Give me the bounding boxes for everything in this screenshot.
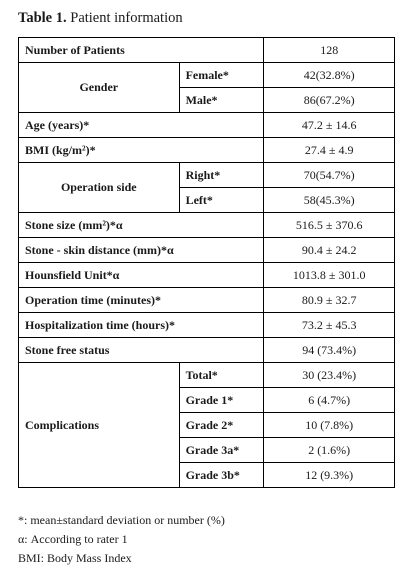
footnotes [18, 511, 225, 568]
row-value: 2 (1.6%) [264, 438, 395, 463]
row-value: 80.9 ± 32.7 [264, 288, 395, 313]
group-label: Gender [19, 63, 180, 113]
row-label: BMI (kg/m²)* [19, 138, 264, 163]
sub-label: Total* [179, 363, 264, 388]
row-value: 90.4 ± 24.2 [264, 238, 395, 263]
sub-label: Left* [179, 188, 264, 213]
sub-label: Male* [179, 88, 264, 113]
group-label: Complications [19, 363, 180, 488]
row-value: 70(54.7%) [264, 163, 395, 188]
table-caption [18, 10, 183, 27]
row-value: 12 (9.3%) [264, 463, 395, 488]
group-label: Operation side [19, 163, 180, 213]
sub-label: Grade 3b* [179, 463, 264, 488]
sub-label: Female* [179, 63, 264, 88]
row-value: 1013.8 ± 301.0 [264, 263, 395, 288]
row-label: Stone size (mm²)*α [19, 213, 264, 238]
row-label: Stone free status [19, 338, 264, 363]
row-label: Hounsfield Unit*α [19, 263, 264, 288]
row-value: 10 (7.8%) [264, 413, 395, 438]
table-row [19, 163, 395, 188]
table-row [19, 288, 395, 313]
row-value: 94 (73.4%) [264, 338, 395, 363]
row-value: 516.5 ± 370.6 [264, 213, 395, 238]
table-row [19, 263, 395, 288]
row-value: 58(45.3%) [264, 188, 395, 213]
sub-label: Grade 2* [179, 413, 264, 438]
table-row [19, 38, 395, 63]
row-value: 86(67.2%) [264, 88, 395, 113]
row-label: Number of Patients [19, 38, 264, 63]
sub-label: Right* [179, 163, 264, 188]
table-row [19, 213, 395, 238]
table-caption-label: Table 1. [18, 10, 67, 26]
row-value: 42(32.8%) [264, 63, 395, 88]
table-caption-text: Patient information [66, 10, 183, 26]
row-value: 47.2 ± 14.6 [264, 113, 395, 138]
footnote-bmi: BMI: Body Mass Index [18, 551, 132, 565]
row-value: 73.2 ± 45.3 [264, 313, 395, 338]
footnote-asterisk: *: mean±standard deviation or number (%) [18, 513, 225, 527]
row-value: 6 (4.7%) [264, 388, 395, 413]
row-value: 128 [264, 38, 395, 63]
table-row [19, 338, 395, 363]
sub-label: Grade 1* [179, 388, 264, 413]
table-row [19, 63, 395, 88]
table-row [19, 238, 395, 263]
table-row [19, 363, 395, 388]
row-label: Stone - skin distance (mm)*α [19, 238, 264, 263]
row-label: Hospitalization time (hours)* [19, 313, 264, 338]
row-label: Age (years)* [19, 113, 264, 138]
table-row [19, 113, 395, 138]
row-label: Operation time (minutes)* [19, 288, 264, 313]
footnote-alpha: α: According to rater 1 [18, 532, 128, 546]
table-row [19, 313, 395, 338]
patient-info-table [18, 37, 395, 488]
row-value: 30 (23.4%) [264, 363, 395, 388]
table-row [19, 138, 395, 163]
sub-label: Grade 3a* [179, 438, 264, 463]
row-value: 27.4 ± 4.9 [264, 138, 395, 163]
